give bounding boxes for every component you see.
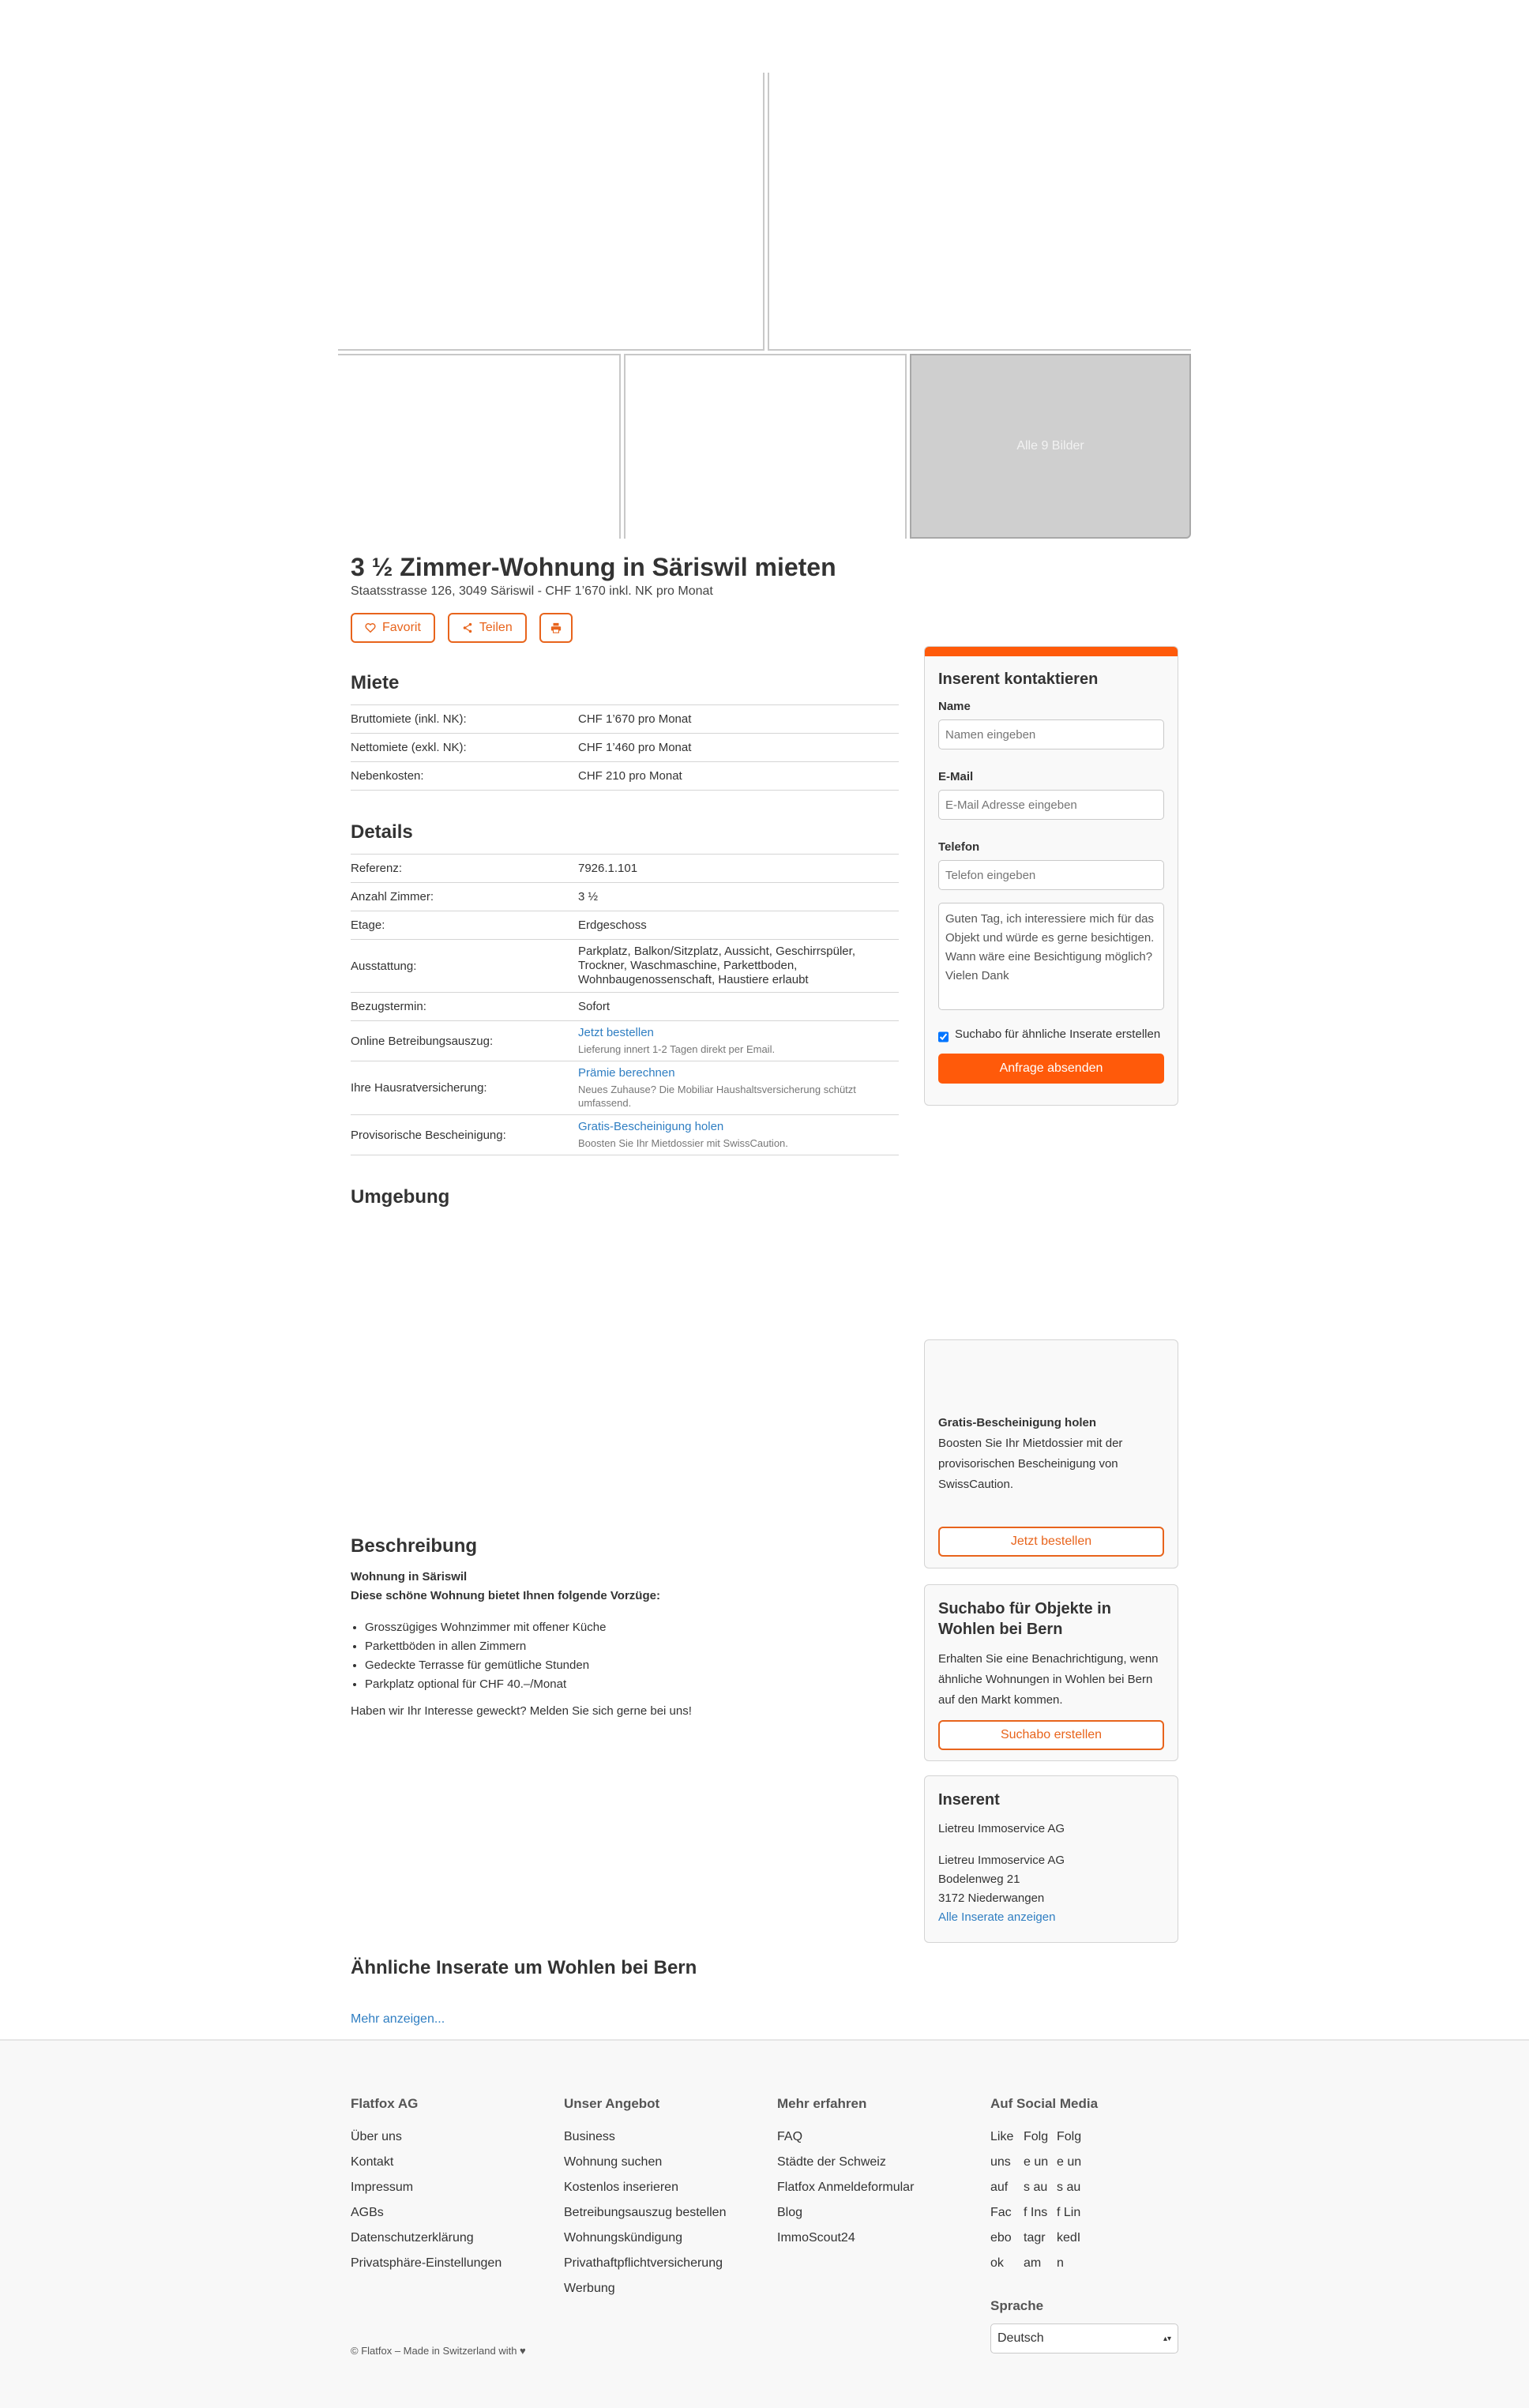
row-key: Bezugstermin: (351, 1000, 426, 1013)
advertiser-card (924, 1775, 1178, 1943)
favorite-label: Favorit (382, 621, 421, 634)
footer-link[interactable]: Betreibungsauszug bestellen (564, 2206, 727, 2219)
table-row (351, 940, 899, 993)
row-value: Parkplatz, Balkon/Sitzplatz, Aussicht, Geschirrspüler, Trockner, Waschmaschine, Parkettboden, Wohnbaugenossenschaft, Haustiere erlaubt (578, 945, 855, 986)
list-item: • Parkettböden in allen Zimmern (365, 1637, 899, 1656)
list-item: • Gedeckte Terrasse für gemütliche Stunden (365, 1656, 899, 1675)
miete-heading: Miete (351, 672, 400, 693)
beschreibung-heading: Beschreibung (351, 1535, 478, 1557)
email-label: E-Mail (938, 770, 974, 783)
share-label: Teilen (479, 621, 513, 634)
table-row (351, 883, 899, 911)
row-subtext: Lieferung innert 1-2 Tagen direkt per Email. (578, 1043, 776, 1055)
table-row (351, 734, 899, 762)
footer-col-company (351, 2096, 502, 2276)
footer-link[interactable]: Privatsphäre-Einstellungen (351, 2256, 502, 2270)
advertiser-name: Lietreu Immoservice AG (938, 1822, 1065, 1835)
description-closing: Haben wir Ihr Interesse geweckt? Melden Sie sich gerne bei uns! (351, 1704, 692, 1718)
miete-table (351, 704, 899, 791)
row-value: CHF 1’460 pro Monat (578, 740, 692, 754)
footer-link[interactable]: Werbung (564, 2282, 615, 2295)
row-value (578, 1021, 899, 1061)
umgebung-heading: Umgebung (351, 1186, 450, 1208)
facebook-link[interactable]: Like uns auf Facebook (990, 2130, 1014, 2270)
footer-link[interactable]: Business (564, 2130, 615, 2143)
footer-col-offer (564, 2096, 726, 2301)
gallery-image-main[interactable] (338, 73, 764, 351)
row-value: 3 ½ (578, 889, 599, 903)
all-images-label: Alle 9 Bilder (1016, 439, 1084, 453)
footer-link[interactable]: ImmoScout24 (777, 2231, 855, 2245)
name-label: Name (938, 700, 971, 713)
favorite-button[interactable] (351, 613, 435, 643)
description-line: Diese schöne Wohnung bietet Ihnen folgende Vorzüge: (351, 1589, 660, 1602)
show-more-link[interactable]: Mehr anzeigen... (351, 2012, 445, 2026)
footer-col-title: Auf Social Media (990, 2096, 1099, 2111)
language-value: Deutsch (997, 2331, 1044, 2345)
table-row (351, 1115, 899, 1155)
language-title: Sprache (990, 2298, 1044, 2313)
advertiser-address-line: Lietreu Immoservice AG (938, 1854, 1065, 1867)
footer-col-title: Flatfox AG (351, 2096, 419, 2111)
search-alert-card (924, 1584, 1178, 1761)
map-area[interactable] (351, 1219, 899, 1535)
table-row (351, 705, 899, 734)
contact-heading: Inserent kontaktieren (938, 671, 1099, 688)
footer-link[interactable]: Wohnungskündigung (564, 2231, 683, 2245)
footer-link[interactable]: Impressum (351, 2181, 414, 2194)
all-listings-link[interactable]: Alle Inserate anzeigen (938, 1910, 1056, 1924)
promo-title: Gratis-Bescheinigung holen (938, 1416, 1097, 1429)
footer-link[interactable]: AGBs (351, 2206, 384, 2219)
share-button[interactable] (448, 613, 527, 643)
all-images-button[interactable] (910, 354, 1191, 539)
listing-actions (351, 613, 573, 643)
search-alert-text: Erhalten Sie eine Benachrichtigung, wenn ähnliche Wohnungen in Wohlen bei Bern auf den Markt kommen. (938, 1652, 1159, 1707)
create-search-alert-button[interactable]: Suchabo erstellen (938, 1720, 1164, 1750)
row-value: CHF 1’670 pro Monat (578, 712, 692, 726)
row-value: 7926.1.101 (578, 861, 638, 875)
footer-link[interactable]: Städte der Schweiz (777, 2155, 886, 2169)
footer-link[interactable]: Kostenlos inserieren (564, 2181, 678, 2194)
row-key: Nettomiete (exkl. NK): (351, 741, 467, 754)
row-key: Etage: (351, 918, 385, 932)
row-key: Nebenkosten: (351, 769, 424, 783)
table-row (351, 911, 899, 940)
footer-link[interactable]: Kontakt (351, 2155, 394, 2169)
row-value: Erdgeschoss (578, 918, 647, 932)
subscribe-label: Suchabo für ähnliche Inserate erstellen (955, 1027, 1161, 1041)
footer (0, 2039, 1529, 2408)
description-list (351, 1618, 899, 1694)
row-key: Provisorische Bescheinigung: (351, 1128, 506, 1142)
subscribe-option[interactable] (938, 1025, 1164, 1044)
row-key: Ihre Hausratversicherung: (351, 1081, 487, 1095)
order-certificate-button[interactable]: Jetzt bestellen (938, 1527, 1164, 1557)
similar-listings-heading: Ähnliche Inserate um Wohlen bei Bern (351, 1957, 697, 1978)
table-row (351, 762, 899, 791)
certificate-link[interactable]: Gratis-Bescheinigung holen (578, 1120, 724, 1133)
gallery-image-3[interactable] (338, 354, 621, 539)
instagram-link[interactable]: Folge uns auf Instagram (1024, 2130, 1049, 2270)
footer-link[interactable]: Flatfox Anmeldeformular (777, 2181, 915, 2194)
accent-bar (925, 647, 1178, 656)
row-value: Sofort (578, 999, 610, 1013)
row-key: Bruttomiete (inkl. NK): (351, 712, 467, 726)
image-gallery (338, 73, 1191, 539)
name-input[interactable] (938, 719, 1164, 749)
list-item: • Grosszügiges Wohnzimmer mit offener Küche (365, 1618, 899, 1637)
search-alert-title: Suchabo für Objekte in Wohlen bei Bern (938, 1600, 1111, 1638)
footer-link[interactable]: Über uns (351, 2130, 402, 2143)
footer-col-title: Unser Angebot (564, 2096, 660, 2111)
row-key: Anzahl Zimmer: (351, 890, 434, 903)
footer-link[interactable]: Datenschutzerklärung (351, 2231, 474, 2245)
advertiser-title: Inserent (938, 1791, 1000, 1809)
linkedin-link[interactable]: Folge uns auf LinkedIn (1057, 2130, 1082, 2270)
footer-link[interactable]: FAQ (777, 2130, 803, 2143)
details-heading: Details (351, 821, 413, 843)
table-row (351, 1061, 899, 1115)
phone-label: Telefon (938, 840, 980, 854)
details-table (351, 854, 899, 1155)
submit-inquiry-button[interactable]: Anfrage absenden (938, 1054, 1164, 1084)
row-key: Online Betreibungsauszug: (351, 1034, 494, 1048)
description-text (351, 1568, 899, 1721)
social-links (990, 2124, 1178, 2276)
row-key: Referenz: (351, 862, 403, 875)
advertiser-address-line: Bodelenweg 21 (938, 1873, 1020, 1886)
print-button[interactable] (539, 613, 573, 643)
subscribe-checkbox[interactable] (938, 1030, 949, 1044)
row-value: CHF 210 pro Monat (578, 768, 682, 783)
footer-col-learn (777, 2096, 914, 2251)
row-subtext: Neues Zuhause? Die Mobiliar Haushaltsversicherung schützt umfassend. (578, 1084, 856, 1109)
description-line: Wohnung in Säriswil (351, 1570, 468, 1583)
listing-subtitle: Staatsstrasse 126, 3049 Säriswil - CHF 1’670 inkl. NK pro Monat (351, 584, 713, 598)
list-item: • Parkplatz optional für CHF 40.–/Monat (365, 1675, 899, 1694)
print-icon (550, 622, 562, 633)
betreibung-order-link[interactable]: Jetzt bestellen (578, 1026, 654, 1039)
footer-link[interactable]: Privathaftpflichtversicherung (564, 2256, 723, 2270)
language-select[interactable] (990, 2323, 1178, 2354)
main-content (351, 671, 899, 1721)
row-subtext: Boosten Sie Ihr Mietdossier mit SwissCaution. (578, 1137, 788, 1149)
gallery-image-4[interactable] (624, 354, 907, 539)
message-textarea[interactable] (938, 903, 1164, 1010)
heart-icon (365, 622, 376, 633)
footer-col-title: Mehr erfahren (777, 2096, 867, 2111)
footer-link[interactable]: Wohnung suchen (564, 2155, 663, 2169)
footer-col-social (990, 2096, 1178, 2354)
advertiser-address-line: 3172 Niederwangen (938, 1891, 1045, 1905)
row-key: Ausstattung: (351, 959, 417, 973)
footer-link[interactable]: Blog (777, 2206, 803, 2219)
share-icon (462, 622, 473, 633)
promo-text: Boosten Sie Ihr Mietdossier mit der provisorischen Bescheinigung von SwissCaution. (938, 1437, 1123, 1491)
copyright: © Flatfox – Made in Switzerland with ♥ (351, 2345, 526, 2357)
table-row (351, 855, 899, 883)
phone-input[interactable] (938, 860, 1164, 890)
listing-title: 3 ½ Zimmer-Wohnung in Säriswil mieten (351, 553, 836, 581)
contact-form (924, 646, 1178, 1106)
table-row (351, 1021, 899, 1061)
certificate-promo-card (924, 1339, 1178, 1568)
row-value (578, 1115, 899, 1155)
table-row (351, 993, 899, 1021)
row-value (578, 1061, 899, 1114)
insurance-premium-link[interactable]: Prämie berechnen (578, 1066, 675, 1080)
email-input[interactable] (938, 790, 1164, 820)
select-arrow-icon: ▴▾ (1163, 2334, 1171, 2343)
gallery-image-2[interactable] (768, 73, 1191, 351)
